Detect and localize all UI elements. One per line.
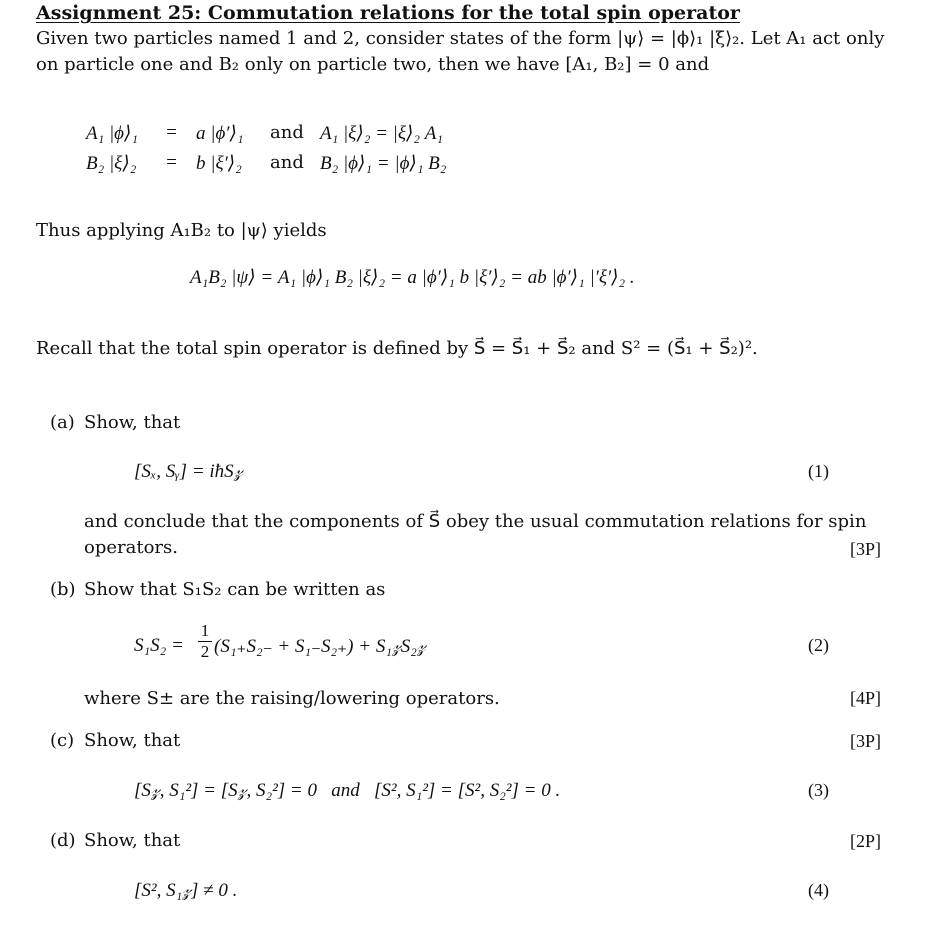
part-b-eq-rhs: (S₁₊S₂₋ + S₁₋S₂₊) + S₁𝓏S₂𝓏: [214, 636, 426, 657]
intro-line-1: Given two particles named 1 and 2, consider states of the form |ψ⟩ = |ϕ⟩₁ |ξ⟩₂. Let A₁ act only: [36, 28, 885, 49]
part-a-conclude-line-2: operators.: [84, 537, 178, 558]
assignment-title: Assignment 25: Commutation relations for the total spin operator: [36, 2, 740, 24]
eq-row2-lhs: B₂ |ξ⟩₂: [86, 153, 137, 174]
eq-row1-lhs: A₁ |ϕ⟩₁: [86, 123, 139, 144]
part-c-equation: [S𝓏, S₁²] = [S𝓏, S₂²] = 0 and [S², S₁²] = [S², S₂²] = 0 .: [134, 780, 561, 801]
part-c-points: [3P]: [850, 731, 881, 751]
thus-equation: A₁B₂ |ψ⟩ = A₁ |ϕ⟩₁ B₂ |ξ⟩₂ = a |ϕ′⟩₁ b |ξ′⟩₂ = ab |ϕ′⟩₁ |′ξ′⟩₂ .: [190, 267, 635, 288]
part-d-points: [2P]: [850, 831, 881, 851]
eq-row2-and: and: [270, 152, 304, 173]
part-d-label: (d): [50, 830, 76, 851]
eq-row2-extra: B₂ |ϕ⟩₁ = |ϕ⟩₁ B₂: [320, 153, 447, 174]
equation-number-2: (2): [808, 635, 829, 655]
eq-row1-rhs: a |ϕ′⟩₁: [196, 123, 244, 144]
part-a-equation: [Sₓ, Sᵧ] = iħS𝓏: [134, 461, 243, 482]
part-d-equation: [S², S₁𝓏] ≠ 0 .: [134, 880, 238, 901]
part-b-where: where S± are the raising/lowering operators.: [84, 688, 500, 709]
recall-text: Recall that the total spin operator is defined by S⃗ = S⃗₁ + S⃗₂ and S² = (S⃗₁ + S⃗₂)².: [36, 338, 758, 359]
eq-row2-rhs: b |ξ′⟩₂: [196, 153, 242, 174]
part-c-text: Show, that: [84, 730, 181, 751]
part-a-points: [3P]: [850, 539, 881, 559]
part-a-text: Show, that: [84, 412, 181, 433]
intro-line-2: on particle one and B₂ only on particle two, then we have [A₁, B₂] = 0 and: [36, 54, 710, 75]
eq-row1-extra: A₁ |ξ⟩₂ = |ξ⟩₂ A₁: [320, 123, 443, 144]
part-a-label: (a): [50, 412, 75, 433]
fraction-denominator: 2: [200, 642, 210, 661]
eq-row1-and: and: [270, 122, 304, 143]
part-a-conclude-line-1: and conclude that the components of S⃗ obey the usual commutation relations for spin: [84, 511, 867, 532]
eq-row1-equals: =: [165, 122, 178, 143]
equation-number-4: (4): [808, 880, 829, 900]
equation-number-3: (3): [808, 780, 829, 800]
fraction-numerator: 1: [200, 621, 210, 640]
part-b-fraction: [198, 622, 212, 661]
part-d-text: Show, that: [84, 830, 181, 851]
part-b-eq-lhs: S₁S₂ =: [134, 635, 184, 656]
part-b-text: Show that S₁S₂ can be written as: [84, 579, 386, 600]
thus-text: Thus applying A₁B₂ to |ψ⟩ yields: [36, 220, 327, 241]
part-c-label: (c): [50, 730, 75, 751]
eq-row2-equals: =: [165, 152, 178, 173]
part-b-points: [4P]: [850, 688, 881, 708]
equation-number-1: (1): [808, 461, 829, 481]
part-b-label: (b): [50, 579, 76, 600]
